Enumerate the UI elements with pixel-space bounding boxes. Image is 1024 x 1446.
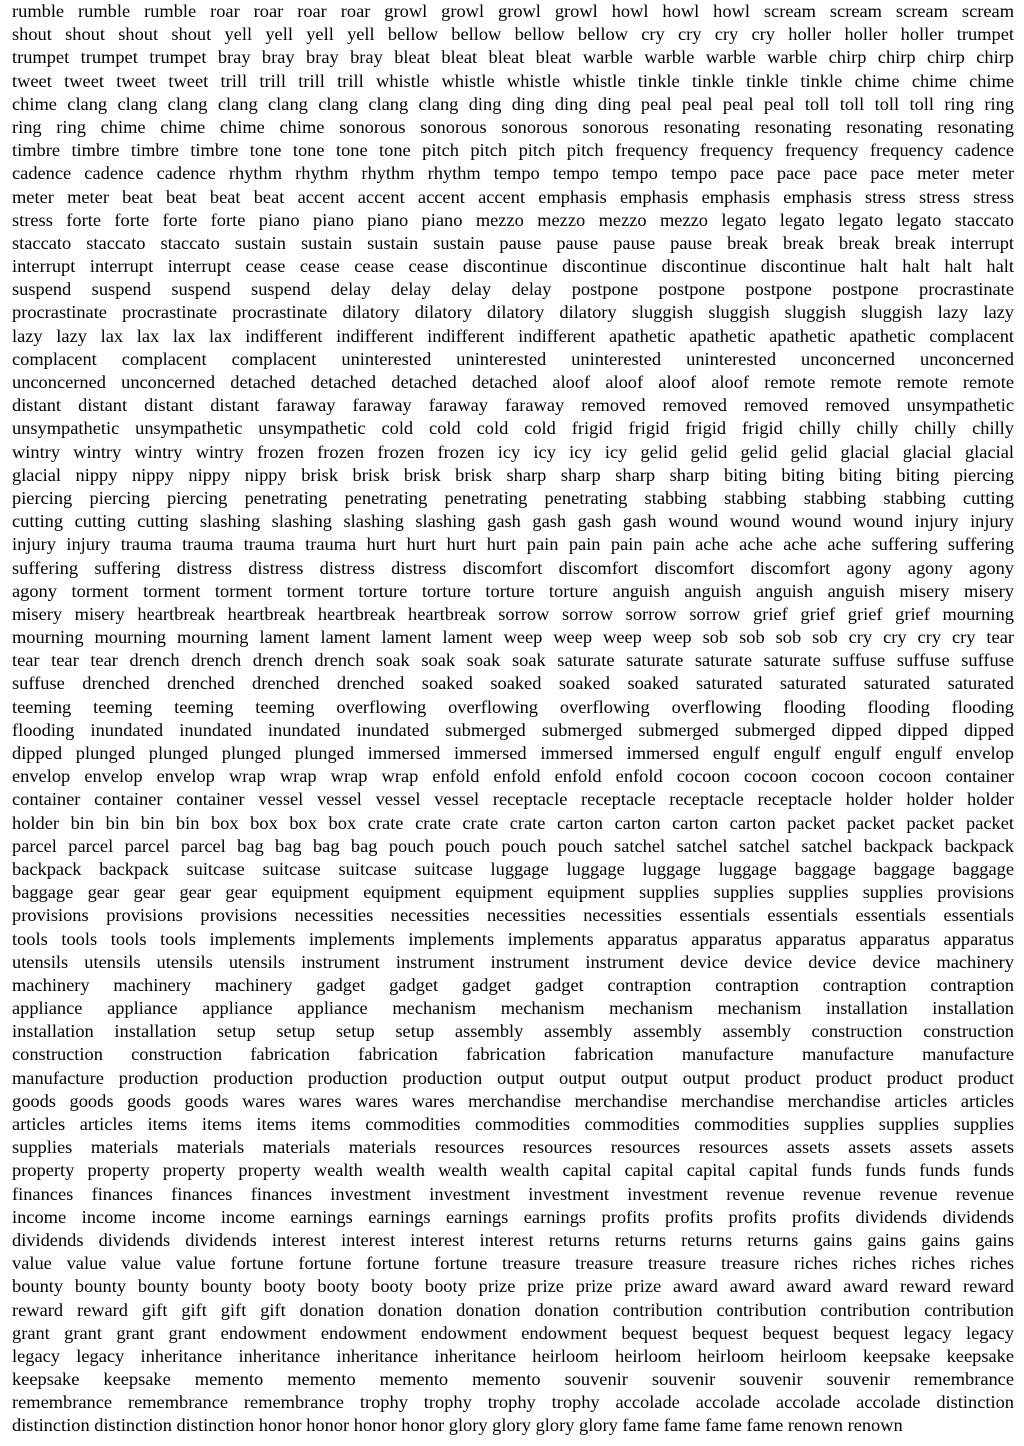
text-line: parcel parcel parcel parcel bag bag bag bag pouch pouch pouch pouch satchel satchel satchel satchel backpack backpack: [12, 835, 1014, 856]
text-line: container container container vessel vessel vessel vessel receptacle receptacle receptacle receptacle holder holder holder: [12, 789, 1014, 810]
text-line: holder bin bin bin bin box box box box crate crate crate crate carton carton carton carton packet packet packet packet: [12, 812, 1014, 833]
text-line: provisions provisions provisions necessities necessities necessities necessities essentials essentials essentials essentials: [12, 905, 1014, 926]
text-line: injury injury trauma trauma trauma trauma hurt hurt hurt hurt pain pain pain pain ache ache ache ache suffering suffering: [12, 534, 1014, 555]
text-line: value value value value fortune fortune fortune fortune treasure treasure treasure treasure riches riches riches riches: [12, 1253, 1014, 1274]
text-line: suffering suffering distress distress distress distress discomfort discomfort discomfort discomfort agony agony agony: [12, 557, 1014, 578]
text-line: misery misery heartbreak heartbreak heartbreak heartbreak sorrow sorrow sorrow sorrow grief grief grief grief mourning: [12, 603, 1014, 624]
text-line: manufacture production production production production output output output output product product product product: [12, 1067, 1014, 1088]
text-line: complacent complacent complacent uninterested uninterested uninterested uninterested unconcerned unconcerned: [12, 348, 1014, 369]
text-line: unconcerned unconcerned detached detached detached detached aloof aloof aloof aloof remote remote remote remote: [12, 372, 1014, 392]
text-line: wintry wintry wintry wintry frozen frozen frozen frozen icy icy icy icy gelid gelid gelid gelid glacial glacial glacial: [12, 441, 1014, 462]
text-line: flooding inundated inundated inundated inundated submerged submerged submerged submerged dipped dipped dipped: [12, 719, 1014, 740]
text-line: tear tear tear drench drench drench drench soak soak soak soak saturate saturate saturate saturate suffuse suffuse suffuse: [12, 650, 1014, 671]
text-line: envelop envelop envelop wrap wrap wrap wrap enfold enfold enfold enfold cocoon cocoon cocoon cocoon container: [12, 766, 1014, 787]
text-line: cadence cadence cadence rhythm rhythm rhythm rhythm tempo tempo tempo tempo pace pace pace pace meter meter: [12, 163, 1014, 184]
text-line: bounty bounty bounty bounty booty booty booty booty prize prize prize prize award award award award reward reward: [12, 1276, 1014, 1297]
text-line: reward reward gift gift gift gift donation donation donation donation contribution contribution contribution contribution: [12, 1299, 1014, 1320]
text-line: supplies materials materials materials materials resources resources resources resources assets assets assets assets: [12, 1137, 1014, 1158]
text-line: machinery machinery machinery gadget gadget gadget gadget contraption contraption contraption contraption: [12, 974, 1014, 995]
text-line: ring ring chime chime chime chime sonorous sonorous sonorous sonorous resonating resonating resonating resonating: [12, 116, 1014, 137]
text-line: mourning mourning mourning lament lament lament lament weep weep weep weep sob sob sob sob cry cry cry cry tear: [12, 627, 1014, 648]
text-line: tweet tweet tweet tweet trill trill trill trill whistle whistle whistle whistle tinkle tinkle tinkle tinkle chime chime chime: [12, 70, 1014, 91]
text-line: distinction distinction distinction honor honor honor honor glory glory glory glory fame fame fame fame renown renown: [12, 1415, 903, 1436]
text-line: utensils utensils utensils utensils instrument instrument instrument instrument device device device device machinery: [12, 951, 1014, 972]
text-line: shout shout shout shout yell yell yell yell bellow bellow bellow bellow cry cry cry cry holler holler holler trumpet: [12, 24, 1014, 45]
text-line: property property property property wealth wealth wealth wealth capital capital capital capital funds funds funds funds: [12, 1160, 1014, 1181]
text-line: grant grant grant grant endowment endowment endowment endowment bequest bequest bequest bequest legacy legacy: [12, 1322, 1014, 1343]
text-line: trumpet trumpet trumpet bray bray bray bray bleat bleat bleat bleat warble warble warble warble chirp chirp chirp chirp: [12, 47, 1014, 68]
text-line: unsympathetic unsympathetic unsympathetic cold cold cold cold frigid frigid frigid frigid chilly chilly chilly chilly: [12, 418, 1014, 439]
text-line: rumble rumble rumble roar roar roar roar growl growl growl growl howl howl howl scream scream scream scream: [12, 1, 1014, 21]
text-line: stress forte forte forte forte piano piano piano piano mezzo mezzo mezzo mezzo legato legato legato legato staccato: [12, 209, 1014, 230]
text-line: teeming teeming teeming teeming overflowing overflowing overflowing overflowing flooding flooding flooding: [12, 696, 1014, 717]
text-line: keepsake keepsake memento memento memento memento souvenir souvenir souvenir souvenir remembrance: [12, 1369, 1014, 1390]
text-line: baggage gear gear gear gear equipment equipment equipment equipment supplies supplies supplies supplies provisions: [12, 882, 1014, 903]
text-line: glacial nippy nippy nippy nippy brisk brisk brisk brisk sharp sharp sharp sharp biting biting biting biting piercing: [12, 464, 1014, 485]
text-line: dipped plunged plunged plunged plunged immersed immersed immersed immersed engulf engulf engulf engulf envelop: [12, 743, 1014, 763]
text-line: remembrance remembrance remembrance trophy trophy trophy trophy accolade accolade accolade accolade distinction: [12, 1392, 1014, 1413]
text-line: cutting cutting cutting slashing slashing slashing slashing gash gash gash gash wound wound wound wound injury injury: [12, 511, 1014, 532]
text-line: finances finances finances finances investment investment investment investment revenue revenue revenue revenue: [12, 1183, 1014, 1204]
text-line: goods goods goods goods wares wares wares wares merchandise merchandise merchandise merchandise articles articles: [12, 1090, 1014, 1111]
text-line: agony torment torment torment torment torture torture torture torture anguish anguish anguish anguish misery misery: [12, 580, 1014, 601]
text-line: tools tools tools tools implements implements implements implements apparatus apparatus apparatus apparatus apparatus: [12, 928, 1014, 949]
text-line: installation installation setup setup setup setup assembly assembly assembly assembly construction construction: [12, 1021, 1014, 1042]
text-line: interrupt interrupt interrupt cease cease cease cease discontinue discontinue discontinue discontinue halt halt halt halt: [12, 256, 1014, 277]
text-line: backpack backpack suitcase suitcase suitcase suitcase luggage luggage luggage luggage baggage baggage baggage: [12, 858, 1014, 879]
text-line: distant distant distant distant faraway faraway faraway faraway removed removed removed removed unsympathetic: [12, 395, 1014, 416]
text-line: lazy lazy lax lax lax lax indifferent indifferent indifferent indifferent apathetic apathetic apathetic apathetic complacent: [12, 325, 1014, 346]
text-line: chime clang clang clang clang clang clang clang clang ding ding ding ding peal peal peal peal toll toll toll toll ring ring: [12, 93, 1014, 114]
text-line: dividends dividends dividends interest interest interest interest returns returns returns returns gains gains gains gains: [12, 1229, 1014, 1250]
text-line: meter meter beat beat beat beat accent accent accent accent emphasis emphasis emphasis emphasis stress stress stress: [12, 186, 1014, 207]
text-line: construction construction fabrication fabrication fabrication fabrication manufacture manufacture manufacture: [12, 1044, 1014, 1065]
text-line: piercing piercing piercing penetrating penetrating penetrating penetrating stabbing stabbing stabbing stabbing cutting: [12, 487, 1014, 508]
text-line: articles articles items items items items commodities commodities commodities commodities supplies supplies supplies: [12, 1114, 1014, 1134]
text-line: appliance appliance appliance appliance mechanism mechanism mechanism mechanism installation installation: [12, 998, 1014, 1019]
text-line: income income income income earnings earnings earnings earnings profits profits profits profits dividends dividends: [12, 1206, 1014, 1227]
text-line: legacy legacy inheritance inheritance inheritance inheritance heirloom heirloom heirloom heirloom keepsake keepsake: [12, 1345, 1014, 1366]
text-line: procrastinate procrastinate procrastinate dilatory dilatory dilatory dilatory sluggish sluggish sluggish sluggish lazy lazy: [12, 302, 1014, 323]
text-line: staccato staccato staccato sustain sustain sustain sustain pause pause pause pause break break break break interrupt: [12, 232, 1014, 253]
text-line: suspend suspend suspend suspend delay delay delay delay postpone postpone postpone postpone procrastinate: [12, 279, 1014, 300]
text-line: timbre timbre timbre timbre tone tone tone tone pitch pitch pitch pitch frequency frequency frequency frequency cadence: [12, 140, 1014, 161]
text-line: suffuse drenched drenched drenched drenched soaked soaked soaked soaked saturated saturated saturated saturated: [12, 673, 1014, 694]
